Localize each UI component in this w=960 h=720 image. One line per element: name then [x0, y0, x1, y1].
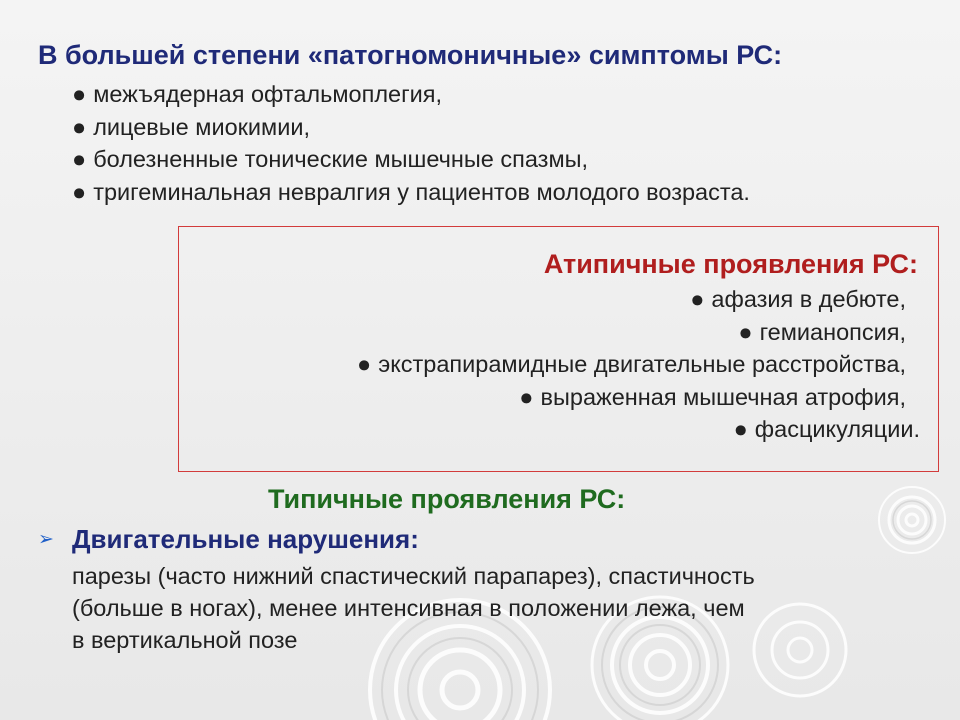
bullet-dot-icon: ●	[72, 146, 87, 172]
bullet-dot-icon: ●	[357, 351, 372, 377]
bullet-dot-icon: ●	[72, 113, 87, 140]
list-item: ● межъядерная офтальмоплегия,	[72, 78, 750, 111]
text-line: парезы (часто нижний спастический парапарез), спастичность	[72, 563, 755, 589]
list-item: ● фасцикуляции.	[357, 413, 920, 446]
bullet-dot-icon: ●	[738, 318, 753, 345]
atypical-heading: Атипичные проявления РС:	[543, 249, 918, 279]
pathognomonic-heading: В большей степени «патогномоничные» симптомы РС:	[38, 40, 783, 70]
bullet-dot-icon: ●	[72, 81, 87, 107]
text-line: в вертикальной позе	[72, 627, 298, 653]
list-item: ● афазия в дебюте,	[357, 283, 920, 316]
list-item: ● экстрапирамидные двигательные расстройства,	[357, 348, 920, 381]
atypical-list	[357, 283, 920, 446]
list-item: ● лицевые миокимии,	[72, 111, 750, 144]
bullet-dot-icon: ●	[519, 383, 534, 410]
pathognomonic-list	[72, 78, 750, 208]
bullet-dot-icon: ●	[690, 286, 705, 312]
arrow-bullet-icon: ➢	[38, 529, 54, 550]
list-item: ● гемианопсия,	[357, 316, 920, 349]
text-line: (больше в ногах), менее интенсивная в положении лежа, чем	[72, 595, 745, 621]
list-item: ● болезненные тонические мышечные спазмы,	[72, 143, 750, 176]
bullet-dot-icon: ●	[733, 416, 748, 442]
typical-heading: Типичные проявления РС:	[268, 484, 626, 514]
list-item: ● тригеминальная невралгия у пациентов молодого возраста.	[72, 176, 750, 209]
atypical-box	[178, 226, 939, 472]
motor-disorders-text	[72, 560, 942, 656]
motor-disorders-heading: Двигательные нарушения:	[72, 524, 419, 554]
list-item: ● выраженная мышечная атрофия,	[357, 381, 920, 414]
bullet-dot-icon: ●	[72, 178, 87, 205]
